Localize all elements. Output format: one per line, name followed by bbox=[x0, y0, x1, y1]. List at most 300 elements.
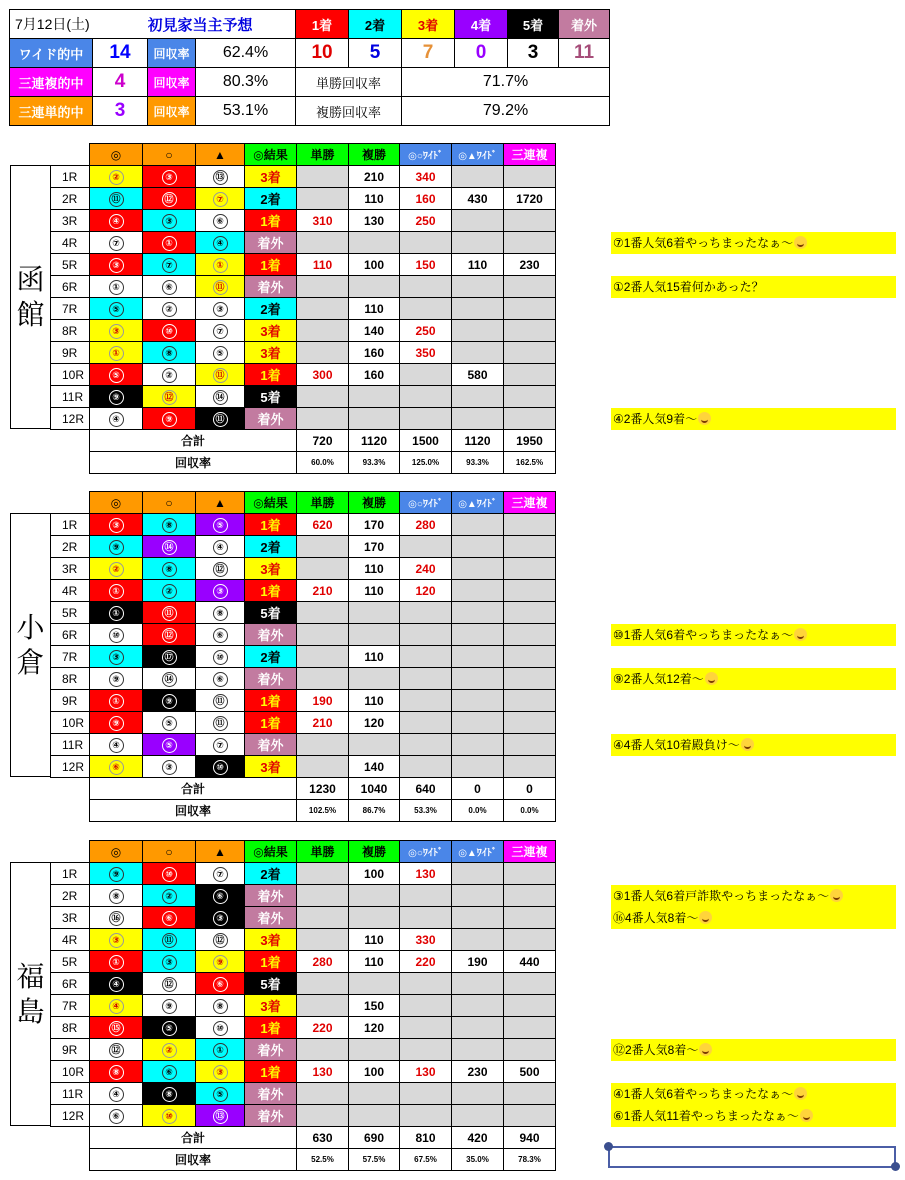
rates-label: 回収率 bbox=[90, 452, 297, 474]
horse-number-badge: ⑥ bbox=[109, 760, 124, 775]
laughing-face-icon bbox=[705, 672, 718, 685]
payout-wide-2 bbox=[452, 210, 504, 232]
pick-honmei bbox=[90, 885, 143, 907]
payout-trio bbox=[504, 668, 556, 690]
payout-wide-2: 190 bbox=[452, 951, 504, 973]
venue-name-char: 小 bbox=[16, 611, 45, 644]
race-number: 11R bbox=[51, 734, 90, 756]
result-cell: 着外 bbox=[245, 1039, 297, 1061]
pick-honmei bbox=[90, 514, 143, 536]
payout-wide-1 bbox=[400, 276, 452, 298]
horse-number-badge: ⑨ bbox=[162, 412, 177, 427]
total-value: 0 bbox=[504, 778, 556, 800]
race-number: 11R bbox=[51, 1083, 90, 1105]
pick-honmei bbox=[90, 907, 143, 929]
column-header: ◎○ﾜｲﾄﾞ bbox=[400, 841, 452, 863]
payout-place: 110 bbox=[349, 188, 400, 210]
pick-taikou bbox=[143, 690, 196, 712]
race-row bbox=[51, 712, 556, 734]
payout-place bbox=[349, 1083, 400, 1105]
payout-wide-2 bbox=[452, 166, 504, 188]
result-cell: 5着 bbox=[245, 973, 297, 995]
pick-tanana bbox=[196, 1083, 245, 1105]
race-number: 4R bbox=[51, 232, 90, 254]
race-row bbox=[51, 342, 556, 364]
payout-wide-1 bbox=[400, 885, 452, 907]
comment-note bbox=[611, 885, 896, 907]
payout-wide-2 bbox=[452, 668, 504, 690]
payout-trio: 1720 bbox=[504, 188, 556, 210]
horse-number-badge: ① bbox=[213, 258, 228, 273]
horse-number-badge: ④ bbox=[109, 412, 124, 427]
payout-win: 210 bbox=[297, 712, 349, 734]
column-header: ◎▲ﾜｲﾄﾞ bbox=[452, 841, 504, 863]
horse-number-badge: ⑨ bbox=[109, 716, 124, 731]
place-count-4: 0 bbox=[455, 39, 508, 68]
horse-number-badge: ② bbox=[162, 889, 177, 904]
horse-number-badge: ③ bbox=[109, 933, 124, 948]
pick-taikou bbox=[143, 536, 196, 558]
payout-trio bbox=[504, 602, 556, 624]
trio-rate-label: 回収率 bbox=[148, 68, 196, 97]
payout-win bbox=[297, 536, 349, 558]
race-row bbox=[51, 756, 556, 778]
horse-number-badge: ⑭ bbox=[162, 672, 177, 687]
horse-number-badge: ⑫ bbox=[162, 192, 177, 207]
payout-wide-1 bbox=[400, 1105, 452, 1127]
horse-number-badge: ⑪ bbox=[213, 368, 228, 383]
result-cell: 3着 bbox=[245, 342, 297, 364]
payout-wide-2 bbox=[452, 1017, 504, 1039]
summary-table bbox=[9, 9, 610, 126]
result-cell: 3着 bbox=[245, 995, 297, 1017]
pick-honmei bbox=[90, 580, 143, 602]
horse-number-badge: ④ bbox=[213, 540, 228, 555]
horse-number-badge: ⑦ bbox=[213, 324, 228, 339]
comment-text: ⑦1番人気6着やっちまったなぁ～ bbox=[613, 236, 794, 250]
pick-taikou bbox=[143, 1105, 196, 1127]
selection-handle-top[interactable] bbox=[604, 1142, 613, 1151]
race-number: 3R bbox=[51, 558, 90, 580]
horse-number-badge: ⑬ bbox=[213, 1109, 228, 1124]
horse-number-badge: ⑩ bbox=[109, 628, 124, 643]
result-cell: 着外 bbox=[245, 668, 297, 690]
pick-honmei bbox=[90, 1083, 143, 1105]
result-cell: 3着 bbox=[245, 756, 297, 778]
place-count-1: 10 bbox=[296, 39, 349, 68]
pick-tanana bbox=[196, 536, 245, 558]
pick-tanana bbox=[196, 210, 245, 232]
horse-number-badge: ⑥ bbox=[162, 1065, 177, 1080]
race-number: 6R bbox=[51, 276, 90, 298]
column-header: ○ bbox=[143, 144, 196, 166]
total-value: 1500 bbox=[400, 430, 452, 452]
laughing-face-icon bbox=[698, 412, 711, 425]
pick-tanana bbox=[196, 624, 245, 646]
place-header-2: 2着 bbox=[349, 10, 402, 39]
horse-number-badge: ③ bbox=[162, 955, 177, 970]
pick-honmei bbox=[90, 602, 143, 624]
pick-honmei bbox=[90, 342, 143, 364]
race-row bbox=[51, 558, 556, 580]
payout-wide-2 bbox=[452, 602, 504, 624]
horse-number-badge: ⑬ bbox=[213, 170, 228, 185]
payout-wide-2 bbox=[452, 580, 504, 602]
fuku-rate-value: 79.2% bbox=[402, 97, 610, 126]
payout-trio bbox=[504, 1105, 556, 1127]
race-row bbox=[51, 276, 556, 298]
payout-wide-1 bbox=[400, 668, 452, 690]
pick-honmei bbox=[90, 188, 143, 210]
cell-selection-box[interactable] bbox=[608, 1146, 896, 1168]
race-row bbox=[51, 885, 556, 907]
horse-number-badge: ⑪ bbox=[162, 606, 177, 621]
total-value: 1040 bbox=[349, 778, 400, 800]
pick-tanana bbox=[196, 254, 245, 276]
payout-place bbox=[349, 973, 400, 995]
pick-taikou bbox=[143, 232, 196, 254]
comment-note bbox=[611, 1039, 896, 1061]
race-row bbox=[51, 210, 556, 232]
wide-rate-label: 回収率 bbox=[148, 39, 196, 68]
pick-taikou bbox=[143, 668, 196, 690]
race-row bbox=[51, 254, 556, 276]
payout-wide-2 bbox=[452, 298, 504, 320]
payout-wide-1 bbox=[400, 364, 452, 386]
race-number: 1R bbox=[51, 514, 90, 536]
result-cell: 着外 bbox=[245, 1083, 297, 1105]
payout-place bbox=[349, 734, 400, 756]
payout-place bbox=[349, 232, 400, 254]
payout-wide-2 bbox=[452, 907, 504, 929]
comment-text: ⑥1番人気11着やっちまったなぁ～ bbox=[613, 1109, 799, 1123]
pick-tanana bbox=[196, 1105, 245, 1127]
rate-value: 53.3% bbox=[400, 800, 452, 822]
payout-trio bbox=[504, 929, 556, 951]
race-number: 8R bbox=[51, 1017, 90, 1039]
result-cell: 着外 bbox=[245, 734, 297, 756]
payout-wide-1 bbox=[400, 734, 452, 756]
result-cell: 3着 bbox=[245, 320, 297, 342]
payout-wide-1 bbox=[400, 1083, 452, 1105]
totals-blank bbox=[51, 430, 90, 452]
horse-number-badge: ④ bbox=[213, 236, 228, 251]
payout-wide-1: 340 bbox=[400, 166, 452, 188]
horse-number-badge: ⑩ bbox=[213, 1021, 228, 1036]
comment-text: ④2番人気9着～ bbox=[613, 412, 698, 426]
payout-wide-1: 130 bbox=[400, 1061, 452, 1083]
total-value: 1120 bbox=[452, 430, 504, 452]
pick-tanana bbox=[196, 973, 245, 995]
laughing-face-icon bbox=[830, 889, 843, 902]
payout-win: 190 bbox=[297, 690, 349, 712]
pick-taikou bbox=[143, 580, 196, 602]
laughing-face-icon bbox=[794, 628, 807, 641]
result-cell: 3着 bbox=[245, 558, 297, 580]
pick-tanana bbox=[196, 580, 245, 602]
race-row bbox=[51, 1017, 556, 1039]
place-header-1: 1着 bbox=[296, 10, 349, 39]
pick-taikou bbox=[143, 514, 196, 536]
horse-number-badge: ⑥ bbox=[109, 1109, 124, 1124]
payout-wide-1: 250 bbox=[400, 320, 452, 342]
column-header: ◎結果 bbox=[245, 144, 297, 166]
comment-text: ⑩1番人気6着やっちまったなぁ～ bbox=[613, 628, 794, 642]
column-header: 単勝 bbox=[297, 492, 349, 514]
horse-number-badge: ⑨ bbox=[109, 540, 124, 555]
wide-hit-count: 14 bbox=[93, 39, 148, 68]
column-header: 単勝 bbox=[297, 841, 349, 863]
payout-win bbox=[297, 734, 349, 756]
rate-value: 93.3% bbox=[349, 452, 400, 474]
payout-wide-1 bbox=[400, 646, 452, 668]
payout-wide-2 bbox=[452, 536, 504, 558]
horse-number-badge: ⑥ bbox=[213, 214, 228, 229]
pick-taikou bbox=[143, 602, 196, 624]
payout-place: 120 bbox=[349, 712, 400, 734]
payout-place: 130 bbox=[349, 210, 400, 232]
race-row bbox=[51, 1039, 556, 1061]
column-header: ▲ bbox=[196, 841, 245, 863]
payout-win bbox=[297, 276, 349, 298]
payout-win bbox=[297, 907, 349, 929]
payout-wide-2 bbox=[452, 408, 504, 430]
wide-hit-label: ワイド的中 bbox=[10, 39, 93, 68]
laughing-face-icon bbox=[800, 1109, 813, 1122]
trio-hit-count: 4 bbox=[93, 68, 148, 97]
column-header: ◎ bbox=[90, 841, 143, 863]
pick-honmei bbox=[90, 320, 143, 342]
result-cell: 着外 bbox=[245, 232, 297, 254]
pick-honmei bbox=[90, 1061, 143, 1083]
payout-place bbox=[349, 408, 400, 430]
payout-win bbox=[297, 995, 349, 1017]
horse-number-badge: ⑤ bbox=[213, 518, 228, 533]
header-blank bbox=[51, 492, 90, 514]
payout-win bbox=[297, 929, 349, 951]
payout-wide-2 bbox=[452, 514, 504, 536]
column-header: ◎▲ﾜｲﾄﾞ bbox=[452, 144, 504, 166]
pick-tanana bbox=[196, 188, 245, 210]
place-header-3: 3着 bbox=[402, 10, 455, 39]
venue-table bbox=[50, 143, 556, 474]
horse-number-badge: ⑨ bbox=[213, 955, 228, 970]
payout-trio bbox=[504, 558, 556, 580]
payout-place bbox=[349, 907, 400, 929]
pick-tanana bbox=[196, 690, 245, 712]
horse-number-badge: ⑯ bbox=[109, 911, 124, 926]
pick-taikou bbox=[143, 320, 196, 342]
trio-hit-label: 三連複的中 bbox=[10, 68, 93, 97]
race-number: 8R bbox=[51, 320, 90, 342]
horse-number-badge: ⑧ bbox=[213, 999, 228, 1014]
horse-number-badge: ⑩ bbox=[213, 760, 228, 775]
horse-number-badge: ① bbox=[109, 584, 124, 599]
horse-number-badge: ① bbox=[109, 280, 124, 295]
venue-name-char: 福 bbox=[16, 960, 45, 993]
payout-win: 130 bbox=[297, 1061, 349, 1083]
horse-number-badge: ⑥ bbox=[162, 911, 177, 926]
horse-number-badge: ⑪ bbox=[213, 280, 228, 295]
pick-tanana bbox=[196, 668, 245, 690]
result-cell: 1着 bbox=[245, 514, 297, 536]
payout-trio bbox=[504, 690, 556, 712]
horse-number-badge: ⑦ bbox=[109, 236, 124, 251]
place-header-5: 5着 bbox=[508, 10, 559, 39]
payout-wide-1 bbox=[400, 756, 452, 778]
payout-place bbox=[349, 276, 400, 298]
race-row bbox=[51, 929, 556, 951]
race-row bbox=[51, 580, 556, 602]
pick-taikou bbox=[143, 298, 196, 320]
race-number: 12R bbox=[51, 756, 90, 778]
payout-wide-1 bbox=[400, 1017, 452, 1039]
horse-number-badge: ⑧ bbox=[109, 889, 124, 904]
race-number: 9R bbox=[51, 342, 90, 364]
laughing-face-icon bbox=[699, 911, 712, 924]
payout-trio bbox=[504, 166, 556, 188]
horse-number-badge: ⑫ bbox=[162, 977, 177, 992]
venue-table bbox=[50, 491, 556, 822]
payout-wide-2 bbox=[452, 863, 504, 885]
race-row bbox=[51, 646, 556, 668]
race-number: 4R bbox=[51, 580, 90, 602]
payout-win: 280 bbox=[297, 951, 349, 973]
rate-value: 162.5% bbox=[504, 452, 556, 474]
place-count-3: 7 bbox=[402, 39, 455, 68]
result-cell: 2着 bbox=[245, 188, 297, 210]
horse-number-badge: ⑨ bbox=[109, 672, 124, 687]
horse-number-badge: ⑤ bbox=[109, 368, 124, 383]
pick-honmei bbox=[90, 386, 143, 408]
totals-label: 合計 bbox=[90, 1127, 297, 1149]
payout-wide-1 bbox=[400, 602, 452, 624]
payout-place bbox=[349, 885, 400, 907]
total-value: 690 bbox=[349, 1127, 400, 1149]
horse-number-badge: ⑪ bbox=[213, 716, 228, 731]
total-value: 720 bbox=[297, 430, 349, 452]
payout-win: 620 bbox=[297, 514, 349, 536]
payout-trio bbox=[504, 1083, 556, 1105]
payout-wide-1 bbox=[400, 907, 452, 929]
horse-number-badge: ① bbox=[109, 606, 124, 621]
payout-wide-2 bbox=[452, 1083, 504, 1105]
pick-taikou bbox=[143, 646, 196, 668]
payout-win: 300 bbox=[297, 364, 349, 386]
horse-number-badge: ③ bbox=[213, 1065, 228, 1080]
total-value: 940 bbox=[504, 1127, 556, 1149]
pick-honmei bbox=[90, 668, 143, 690]
rate-value: 0.0% bbox=[504, 800, 556, 822]
race-number: 6R bbox=[51, 973, 90, 995]
payout-wide-2: 580 bbox=[452, 364, 504, 386]
selection-handle-bottom[interactable] bbox=[891, 1162, 900, 1171]
race-row bbox=[51, 320, 556, 342]
payout-win bbox=[297, 973, 349, 995]
payout-trio bbox=[504, 712, 556, 734]
payout-win bbox=[297, 756, 349, 778]
pick-tanana bbox=[196, 386, 245, 408]
horse-number-badge: ④ bbox=[109, 1087, 124, 1102]
horse-number-badge: ⑮ bbox=[109, 1021, 124, 1036]
result-cell: 着外 bbox=[245, 408, 297, 430]
comment-note bbox=[611, 907, 896, 929]
result-cell: 2着 bbox=[245, 646, 297, 668]
payout-place: 110 bbox=[349, 951, 400, 973]
payout-trio bbox=[504, 863, 556, 885]
payout-trio: 230 bbox=[504, 254, 556, 276]
column-header: ▲ bbox=[196, 492, 245, 514]
result-cell: 1着 bbox=[245, 690, 297, 712]
payout-wide-2 bbox=[452, 624, 504, 646]
payout-place: 110 bbox=[349, 690, 400, 712]
column-header: ▲ bbox=[196, 144, 245, 166]
payout-wide-2 bbox=[452, 885, 504, 907]
horse-number-badge: ⑭ bbox=[213, 390, 228, 405]
payout-win: 310 bbox=[297, 210, 349, 232]
payout-place: 100 bbox=[349, 254, 400, 276]
pick-taikou bbox=[143, 907, 196, 929]
payout-win bbox=[297, 386, 349, 408]
payout-place bbox=[349, 1039, 400, 1061]
totals-blank bbox=[51, 1127, 90, 1149]
payout-wide-2 bbox=[452, 1105, 504, 1127]
payout-place: 110 bbox=[349, 646, 400, 668]
venue-name bbox=[10, 862, 50, 1126]
rates-label: 回収率 bbox=[90, 1149, 297, 1171]
pick-honmei bbox=[90, 646, 143, 668]
total-value: 420 bbox=[452, 1127, 504, 1149]
payout-trio bbox=[504, 320, 556, 342]
race-number: 5R bbox=[51, 602, 90, 624]
pick-tanana bbox=[196, 276, 245, 298]
payout-wide-1 bbox=[400, 298, 452, 320]
column-header: ○ bbox=[143, 492, 196, 514]
payout-win bbox=[297, 602, 349, 624]
payout-trio bbox=[504, 364, 556, 386]
payout-trio: 500 bbox=[504, 1061, 556, 1083]
horse-number-badge: ① bbox=[162, 236, 177, 251]
payout-trio bbox=[504, 386, 556, 408]
payout-win bbox=[297, 885, 349, 907]
horse-number-badge: ③ bbox=[109, 258, 124, 273]
comment-text: ⑫2番人気8着～ bbox=[613, 1043, 699, 1057]
payout-wide-1: 160 bbox=[400, 188, 452, 210]
header-blank bbox=[51, 144, 90, 166]
race-row bbox=[51, 995, 556, 1017]
payout-place: 160 bbox=[349, 342, 400, 364]
payout-trio bbox=[504, 734, 556, 756]
payout-trio bbox=[504, 885, 556, 907]
horse-number-badge: ② bbox=[109, 562, 124, 577]
payout-trio bbox=[504, 756, 556, 778]
laughing-face-icon bbox=[741, 738, 754, 751]
horse-number-badge: ⑧ bbox=[162, 1087, 177, 1102]
place-count-2: 5 bbox=[349, 39, 402, 68]
pick-tanana bbox=[196, 408, 245, 430]
rates-blank bbox=[51, 800, 90, 822]
horse-number-badge: ⑫ bbox=[213, 933, 228, 948]
payout-trio bbox=[504, 907, 556, 929]
comment-text: ④1番人気6着やっちまったなぁ～ bbox=[613, 1087, 794, 1101]
result-cell: 1着 bbox=[245, 1061, 297, 1083]
horse-number-badge: ⑩ bbox=[162, 324, 177, 339]
payout-place: 110 bbox=[349, 929, 400, 951]
pick-honmei bbox=[90, 1039, 143, 1061]
venue-table bbox=[50, 840, 556, 1171]
horse-number-badge: ⑰ bbox=[162, 650, 177, 665]
pick-tanana bbox=[196, 734, 245, 756]
